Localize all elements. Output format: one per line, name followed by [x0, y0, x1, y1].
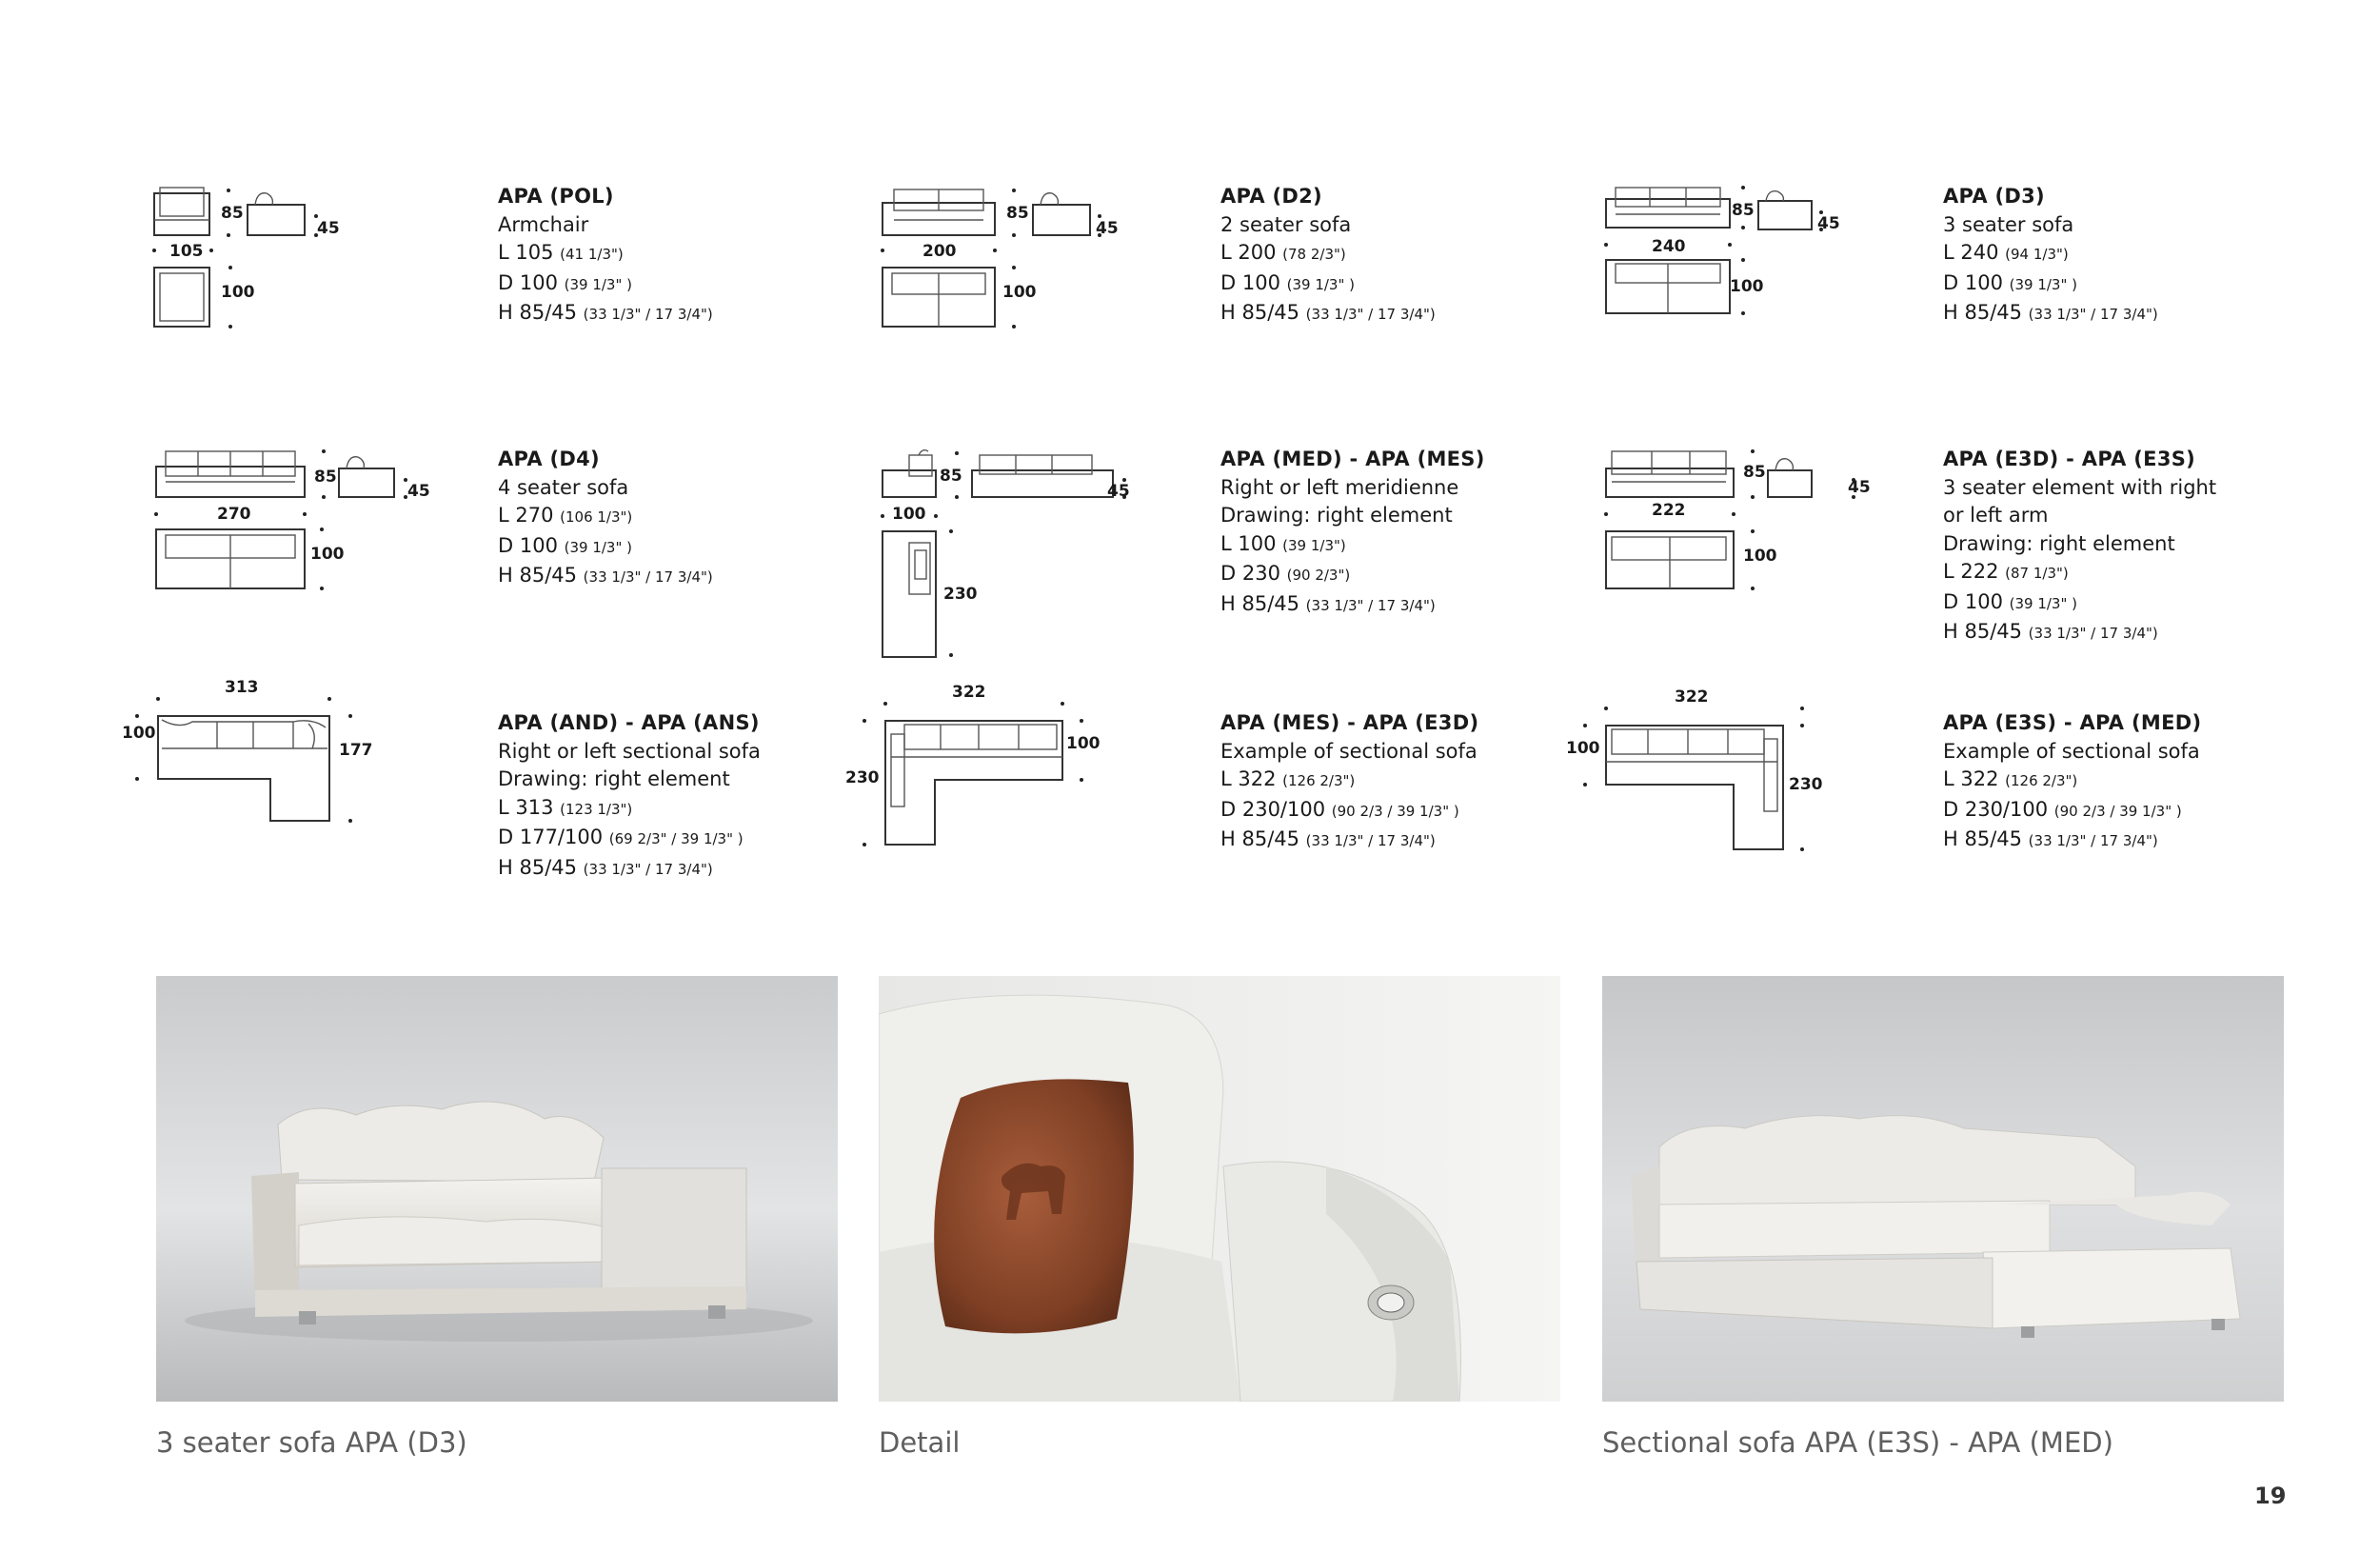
spec-line: Example of sectional sofa	[1943, 739, 2200, 763]
spec-line: D 100 (39 1/3" )	[498, 533, 632, 557]
dim-width: 100	[892, 505, 926, 524]
photo-detail	[879, 976, 1560, 1402]
spec-apa-and-ans	[498, 709, 841, 884]
page-number: 19	[2254, 1483, 2287, 1509]
spec-line: D 100 (39 1/3" )	[1220, 270, 1355, 294]
dim-height: 85	[940, 467, 962, 486]
photo-sectional-sofa	[1602, 976, 2284, 1402]
drawing-apa-e3s-med	[1566, 686, 1842, 862]
spec-line: Right or left meridienne	[1220, 475, 1459, 499]
spec-apa-e3s-med	[1943, 709, 2286, 856]
product-title: APA (E3D) - APA (E3S)	[1943, 448, 2196, 470]
dim-depth-right: 100	[1066, 734, 1101, 753]
product-title: APA (E3S) - APA (MED)	[1943, 711, 2202, 734]
product-title: APA (MES) - APA (E3D)	[1220, 711, 1479, 734]
spec-line: L 240 (94 1/3")	[1943, 241, 2069, 264]
dim-width: 200	[922, 242, 957, 261]
drawing-apa-d4	[152, 448, 438, 590]
dim-depth: 100	[310, 545, 345, 564]
spec-line: 2 seater sofa	[1220, 212, 1352, 236]
spec-apa-mes-e3d	[1220, 709, 1563, 856]
dim-height-back: 45	[1817, 214, 1840, 233]
spec-line: H 85/45 (33 1/3" / 17 3/4")	[498, 564, 713, 587]
dim-height: 85	[1732, 201, 1755, 220]
spec-line: 3 seater element with right	[1943, 475, 2217, 499]
dim-height-back: 45	[317, 219, 340, 238]
spec-line: H 85/45 (33 1/3" / 17 3/4")	[1943, 827, 2158, 850]
dim-depth-right: 230	[1789, 775, 1823, 794]
dim-depth-left: 100	[122, 724, 156, 743]
spec-apa-med-mes	[1220, 446, 1563, 620]
drawing-apa-d3	[1604, 186, 1852, 329]
spec-line: H 85/45 (33 1/3" / 17 3/4")	[1220, 301, 1436, 324]
dim-depth-left: 100	[1566, 739, 1600, 758]
product-title: APA (D2)	[1220, 185, 1322, 208]
spec-line: Drawing: right element	[498, 767, 730, 790]
product-title: APA (MED) - APA (MES)	[1220, 448, 1485, 470]
spec-line: D 230/100 (90 2/3 / 39 1/3" )	[1943, 797, 2182, 821]
spec-line: H 85/45 (33 1/3" / 17 3/4")	[1220, 591, 1436, 615]
spec-line: H 85/45 (33 1/3" / 17 3/4")	[1943, 620, 2158, 643]
photo-3-seater-sofa	[156, 976, 838, 1402]
spec-line: L 200 (78 2/3")	[1220, 241, 1346, 264]
dim-depth: 100	[221, 283, 255, 302]
spec-line: L 270 (106 1/3")	[498, 504, 633, 527]
spec-line: D 100 (39 1/3" )	[1943, 589, 2077, 613]
dim-width: 240	[1652, 237, 1686, 256]
dim-depth: 100	[1743, 547, 1777, 566]
dim-height-back: 45	[1107, 482, 1130, 501]
spec-apa-d3	[1943, 183, 2286, 329]
spec-line: L 222 (87 1/3")	[1943, 560, 2069, 583]
spec-line: D 177/100 (69 2/3" / 39 1/3" )	[498, 826, 744, 848]
drawing-apa-d2	[881, 186, 1128, 329]
dim-depth-left: 230	[845, 768, 880, 787]
spec-line: L 100 (39 1/3")	[1220, 531, 1346, 555]
drawing-apa-mes-e3d	[845, 681, 1121, 857]
spec-line: Drawing: right element	[1220, 504, 1453, 527]
spec-line: Example of sectional sofa	[1220, 739, 1478, 763]
caption-photo-3: Sectional sofa APA (E3S) - APA (MED)	[1602, 1426, 2113, 1459]
drawing-apa-e3d-e3s	[1604, 448, 1871, 600]
dim-width: 322	[952, 683, 986, 702]
spec-line: H 85/45 (33 1/3" / 17 3/4")	[1220, 827, 1436, 850]
spec-line: L 313 (123 1/3")	[498, 795, 633, 819]
spec-line: L 105 (41 1/3")	[498, 241, 624, 264]
product-title: APA (AND) - APA (ANS)	[498, 711, 760, 734]
dim-depth-right: 177	[339, 741, 373, 760]
dim-height-back: 45	[1848, 478, 1871, 497]
dim-width: 270	[217, 505, 251, 524]
spec-apa-pol	[498, 183, 841, 329]
dim-height: 85	[1006, 204, 1029, 223]
dim-height: 85	[314, 468, 337, 487]
spec-line: 4 seater sofa	[498, 475, 629, 499]
dim-height-back: 45	[1096, 219, 1119, 238]
dim-height: 85	[1743, 463, 1766, 482]
drawing-apa-med-mes	[881, 448, 1128, 667]
dim-width: 322	[1675, 687, 1709, 707]
spec-apa-e3d-e3s	[1943, 446, 2286, 648]
dim-width: 105	[169, 242, 204, 261]
dim-depth: 100	[1002, 283, 1037, 302]
spec-apa-d2	[1220, 183, 1563, 329]
spec-line: H 85/45 (33 1/3" / 17 3/4")	[498, 301, 713, 324]
spec-line: H 85/45 (33 1/3" / 17 3/4")	[1943, 301, 2158, 324]
spec-line: D 100 (39 1/3" )	[498, 270, 632, 294]
spec-apa-d4	[498, 446, 841, 592]
spec-line: L 322 (126 2/3")	[1943, 767, 2078, 790]
spec-line: or left arm	[1943, 504, 2049, 527]
spec-line: H 85/45 (33 1/3" / 17 3/4")	[498, 855, 713, 879]
spec-line: Drawing: right element	[1943, 531, 2175, 555]
dim-width: 222	[1652, 501, 1686, 520]
caption-photo-1: 3 seater sofa APA (D3)	[156, 1426, 467, 1459]
spec-line: Armchair	[498, 212, 589, 236]
product-title: APA (POL)	[498, 185, 614, 208]
product-title: APA (D3)	[1943, 185, 2045, 208]
caption-photo-2: Detail	[879, 1426, 961, 1459]
product-title: APA (D4)	[498, 448, 600, 470]
dim-height: 85	[221, 204, 244, 223]
drawing-apa-and-ans	[122, 676, 388, 838]
dim-depth: 100	[1730, 277, 1764, 296]
spec-line: 3 seater sofa	[1943, 212, 2074, 236]
spec-line: D 230/100 (90 2/3 / 39 1/3" )	[1220, 797, 1459, 821]
spec-line: D 230 (90 2/3")	[1220, 562, 1351, 585]
spec-line: L 322 (126 2/3")	[1220, 767, 1356, 790]
dim-depth: 230	[943, 585, 978, 604]
dim-width: 313	[225, 678, 259, 697]
spec-line: Right or left sectional sofa	[498, 739, 761, 763]
drawing-apa-pol	[152, 186, 343, 329]
dim-height-back: 45	[407, 482, 430, 501]
spec-line: D 100 (39 1/3" )	[1943, 270, 2077, 294]
